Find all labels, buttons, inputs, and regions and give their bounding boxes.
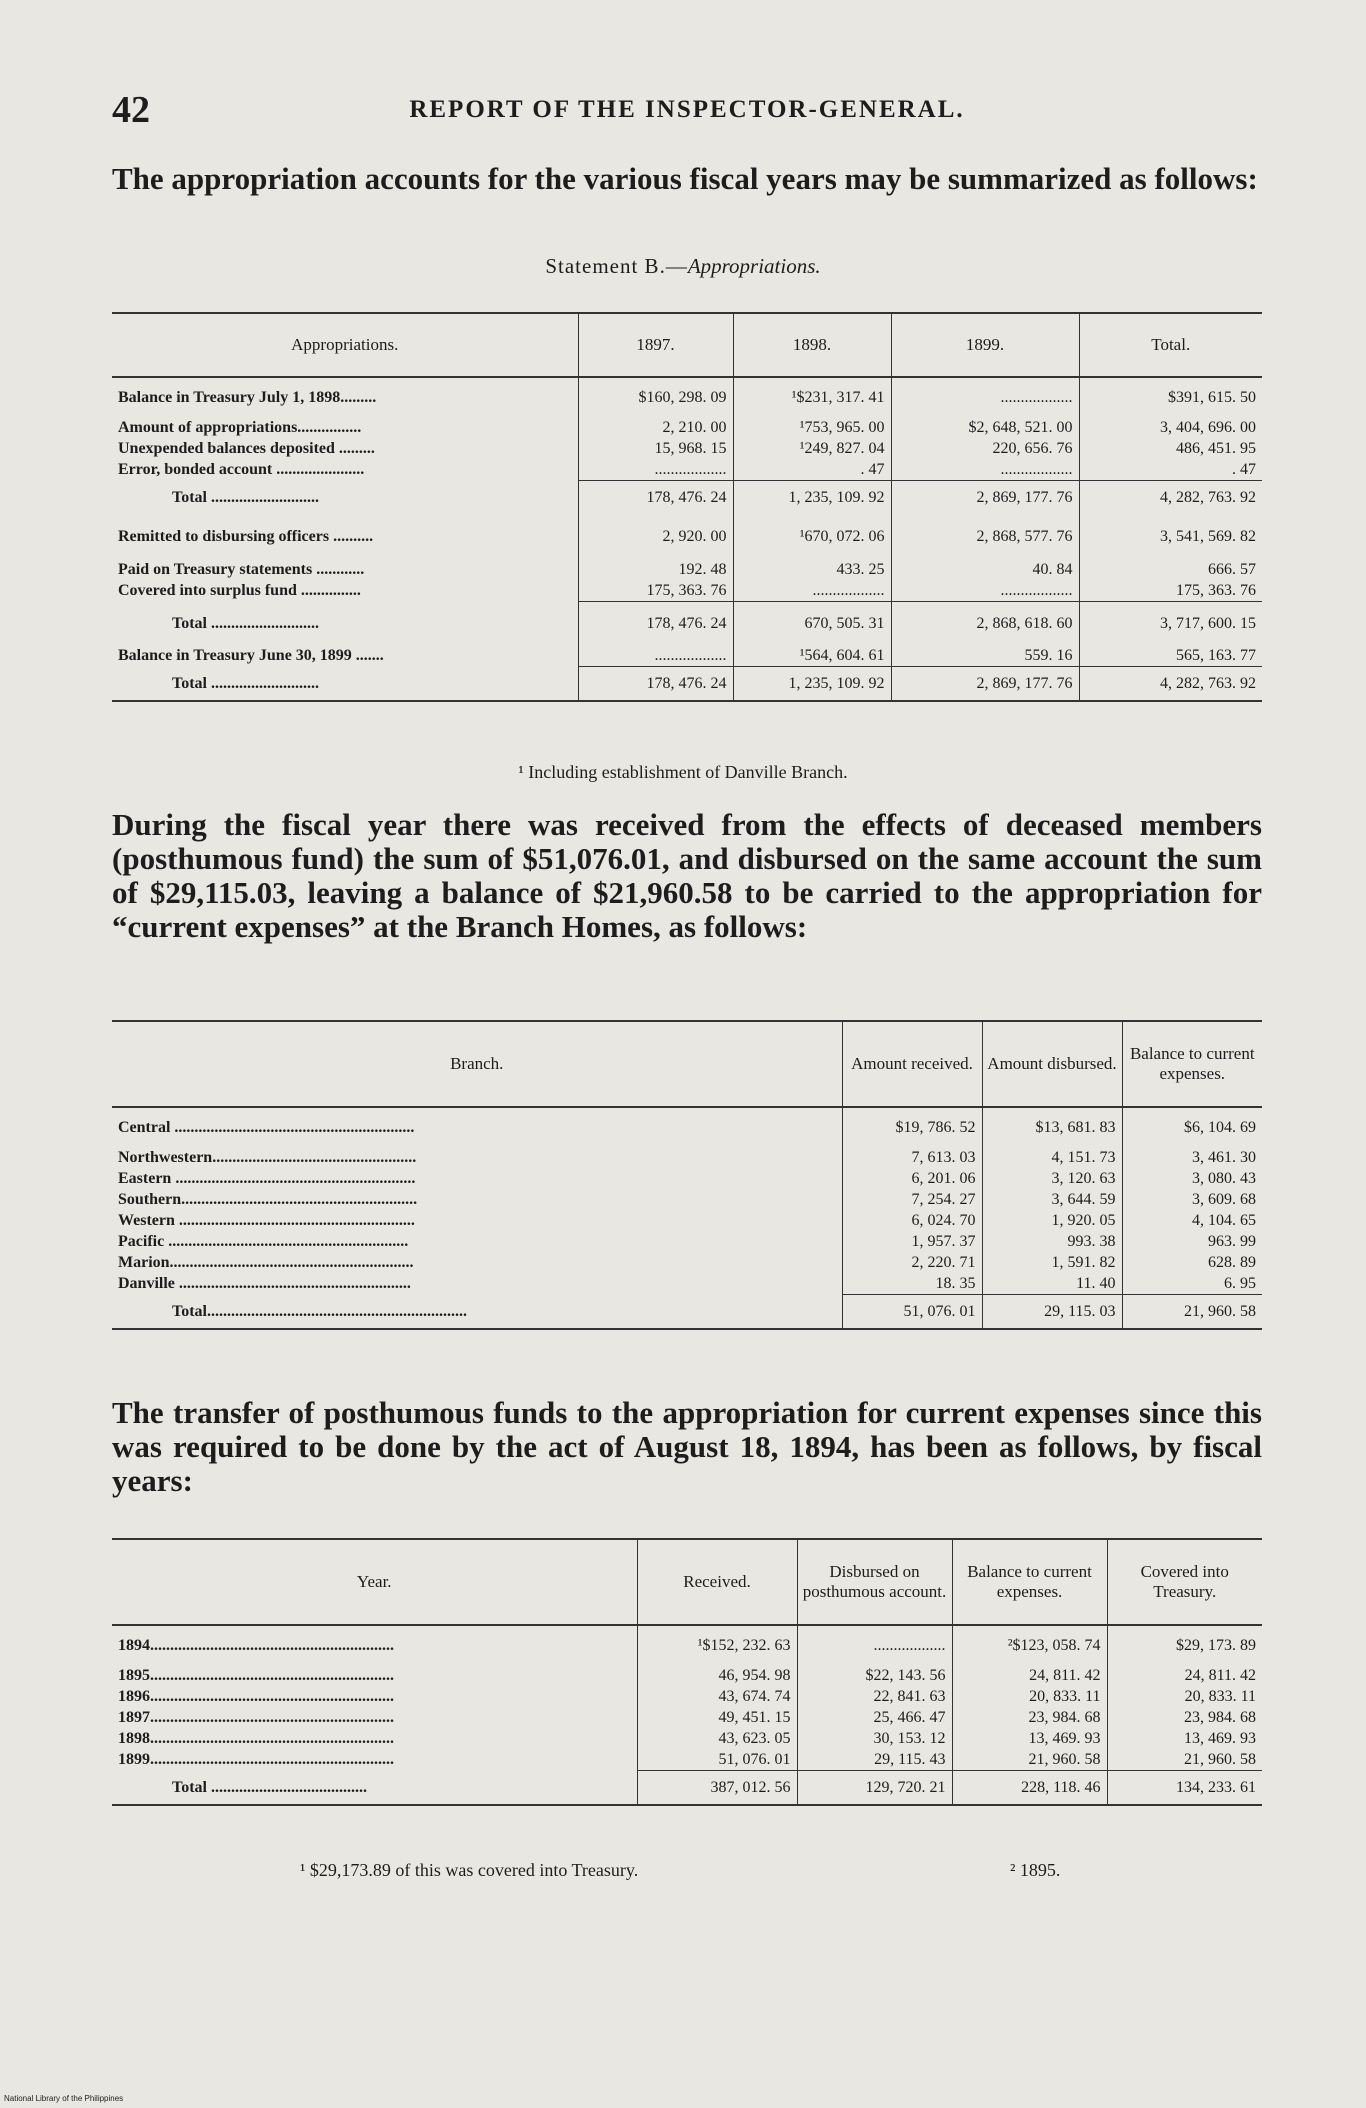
row-label: Total ........................... bbox=[172, 489, 319, 506]
row-label: 1897............................................................. bbox=[118, 1709, 394, 1726]
cell-c4: 20, 833. 11 bbox=[1107, 1686, 1262, 1707]
cell-c3: 2, 869, 177. 76 bbox=[891, 667, 1079, 701]
statement-name: Appropriations. bbox=[687, 254, 821, 278]
page-header bbox=[112, 88, 1262, 132]
cell-c3: 21, 960. 58 bbox=[1122, 1295, 1262, 1329]
cell-c3: .................. bbox=[891, 580, 1079, 602]
cell-c1: 178, 476. 24 bbox=[578, 601, 733, 645]
row-label: Marion............................................................. bbox=[118, 1254, 414, 1271]
table-row bbox=[112, 1107, 1262, 1147]
table-row bbox=[112, 1210, 1262, 1231]
cell-c4: 4, 282, 763. 92 bbox=[1079, 481, 1262, 515]
cell-c1: 178, 476. 24 bbox=[578, 667, 733, 701]
cell-c4: 175, 363. 76 bbox=[1079, 580, 1262, 602]
table-header-row bbox=[112, 1539, 1262, 1625]
cell-c2: 22, 841. 63 bbox=[797, 1686, 952, 1707]
col-header-appropriations: Appropriations. bbox=[112, 313, 578, 377]
scan-footer: National Library of the Philippines bbox=[4, 2094, 124, 2103]
row-label: Covered into surplus fund ............... bbox=[118, 581, 361, 599]
table-row bbox=[112, 1252, 1262, 1273]
table-header-row bbox=[112, 1021, 1262, 1107]
cell-c3: 220, 656. 76 bbox=[891, 438, 1079, 459]
cell-c4: . 47 bbox=[1079, 459, 1262, 481]
cell-c1: .................. bbox=[578, 459, 733, 481]
row-label: Balance in Treasury July 1, 1898......... bbox=[118, 389, 377, 406]
cell-c4: $29, 173. 89 bbox=[1107, 1625, 1262, 1665]
cell-c2: .................. bbox=[733, 580, 891, 602]
table-row bbox=[112, 1231, 1262, 1252]
cell-c1: 46, 954. 98 bbox=[637, 1665, 797, 1686]
cell-c3: 2, 868, 577. 76 bbox=[891, 515, 1079, 559]
cell-c1: 15, 968. 15 bbox=[578, 438, 733, 459]
cell-c2: ¹249, 827. 04 bbox=[733, 438, 891, 459]
cell-c3: 4, 104. 65 bbox=[1122, 1210, 1262, 1231]
row-label: Total ........................... bbox=[112, 667, 578, 701]
cell-c3: 6. 95 bbox=[1122, 1273, 1262, 1295]
col-header-disbursed: Disbursed on posthumous account. bbox=[797, 1539, 952, 1625]
table3-footnote-2: ² 1895. bbox=[1010, 1860, 1061, 1880]
cell-c3: 3, 461. 30 bbox=[1122, 1147, 1262, 1168]
cell-c3: 24, 811. 42 bbox=[952, 1665, 1107, 1686]
row-label: 1894............................................................. bbox=[118, 1637, 394, 1654]
row-label: Western ........................................................... bbox=[118, 1212, 415, 1229]
cell-c1: 2, 920. 00 bbox=[578, 515, 733, 559]
row-label: Eastern ............................................................ bbox=[118, 1170, 416, 1187]
cell-c2: ¹564, 604. 61 bbox=[733, 645, 891, 667]
row-label: Total ........................... bbox=[172, 614, 319, 632]
cell-c1: 7, 613. 03 bbox=[842, 1147, 982, 1168]
col-header-received: Received. bbox=[637, 1539, 797, 1625]
cell-c1: 1, 957. 37 bbox=[842, 1231, 982, 1252]
row-label: Northwestern................................................... bbox=[118, 1149, 417, 1166]
table-row bbox=[112, 1728, 1262, 1749]
cell-c2: $22, 143. 56 bbox=[797, 1665, 952, 1686]
cell-c3: 13, 469. 93 bbox=[952, 1728, 1107, 1749]
cell-c2: 129, 720. 21 bbox=[797, 1771, 952, 1805]
row-label: Central ............................................................ bbox=[118, 1119, 415, 1136]
cell-c4: 666. 57 bbox=[1079, 559, 1262, 580]
cell-c4: 3, 404, 696. 00 bbox=[1079, 417, 1262, 438]
table3-footnote-1: ¹ $29,173.89 of this was covered into Treasury. bbox=[300, 1860, 639, 1880]
cell-c3: 228, 118. 46 bbox=[952, 1771, 1107, 1805]
cell-c2: 993. 38 bbox=[982, 1231, 1122, 1252]
cell-c4: 4, 282, 763. 92 bbox=[1079, 667, 1262, 701]
cell-c3: .................. bbox=[891, 377, 1079, 417]
cell-c2: 670, 505. 31 bbox=[733, 601, 891, 645]
table-row bbox=[112, 559, 1262, 580]
cell-c3: $6, 104. 69 bbox=[1122, 1107, 1262, 1147]
table-row bbox=[112, 438, 1262, 459]
row-label: Southern........................................................... bbox=[118, 1191, 418, 1208]
cell-c4: 24, 811. 42 bbox=[1107, 1665, 1262, 1686]
row-label: 1896............................................................. bbox=[118, 1688, 394, 1705]
table-row bbox=[112, 459, 1262, 481]
col-header-year: Year. bbox=[112, 1539, 637, 1625]
cell-c1: 51, 076. 01 bbox=[637, 1749, 797, 1771]
col-header-balance: Balance to current expenses. bbox=[1122, 1021, 1262, 1107]
col-header-balance: Balance to current expenses. bbox=[952, 1539, 1107, 1625]
row-label: Danville .......................................................... bbox=[118, 1275, 411, 1293]
cell-c3: ²$123, 058. 74 bbox=[952, 1625, 1107, 1665]
cell-c1: 6, 201. 06 bbox=[842, 1168, 982, 1189]
col-header-covered: Covered into Treasury. bbox=[1107, 1539, 1262, 1625]
table-row bbox=[112, 515, 1262, 559]
row-label: Pacific ............................................................ bbox=[118, 1233, 409, 1250]
table-row bbox=[112, 1189, 1262, 1210]
cell-c1: 178, 476. 24 bbox=[578, 481, 733, 515]
cell-c2: 29, 115. 43 bbox=[797, 1749, 952, 1771]
total-row bbox=[112, 601, 1262, 645]
cell-c1: 6, 024. 70 bbox=[842, 1210, 982, 1231]
appropriations-table bbox=[112, 312, 1262, 702]
row-label: 1895............................................................. bbox=[118, 1667, 394, 1684]
cell-c1: .................. bbox=[578, 645, 733, 667]
cell-c2: 29, 115. 03 bbox=[982, 1295, 1122, 1329]
table-row bbox=[112, 1686, 1262, 1707]
cell-c1: 387, 012. 56 bbox=[637, 1771, 797, 1805]
cell-c1: 192. 48 bbox=[578, 559, 733, 580]
row-label: Error, bonded account ...................... bbox=[118, 461, 365, 479]
cell-c1: 18. 35 bbox=[842, 1273, 982, 1295]
cell-c2: 30, 153. 12 bbox=[797, 1728, 952, 1749]
cell-c2: $13, 681. 83 bbox=[982, 1107, 1122, 1147]
cell-c1: ¹$152, 232. 63 bbox=[637, 1625, 797, 1665]
page-number: 42 bbox=[112, 89, 150, 131]
cell-c1: 2, 210. 00 bbox=[578, 417, 733, 438]
cell-c3: 21, 960. 58 bbox=[952, 1749, 1107, 1771]
posthumous-fund-paragraph: During the fiscal year there was received from the effects of deceased members (posthumous fund) the sum of $51,076.01, and disbursed on the same account the sum of $29,115.03, leaving a balance of $21,960.58 to be carried to the appropriation for “current expenses” at the Branch Homes, as follows: bbox=[112, 807, 1262, 944]
cell-c1: $160, 298. 09 bbox=[578, 377, 733, 417]
cell-c2: 11. 40 bbox=[982, 1273, 1122, 1295]
total-row bbox=[112, 481, 1262, 515]
intro-paragraph: The appropriation accounts for the various fiscal years may be summarized as follows: bbox=[112, 161, 1258, 196]
row-label: Total................................................................. bbox=[112, 1295, 842, 1329]
cell-c3: 3, 080. 43 bbox=[1122, 1168, 1262, 1189]
row-label: Balance in Treasury June 30, 1899 ....... bbox=[118, 647, 384, 665]
table-row bbox=[112, 1168, 1262, 1189]
cell-c1: 7, 254. 27 bbox=[842, 1189, 982, 1210]
table-row bbox=[112, 1707, 1262, 1728]
cell-c3: $2, 648, 521. 00 bbox=[891, 417, 1079, 438]
cell-c2: ¹753, 965. 00 bbox=[733, 417, 891, 438]
row-label: Amount of appropriations................ bbox=[118, 419, 362, 436]
cell-c4: 21, 960. 58 bbox=[1107, 1749, 1262, 1771]
posthumous-years-table bbox=[112, 1538, 1262, 1806]
cell-c4: 13, 469. 93 bbox=[1107, 1728, 1262, 1749]
transfer-paragraph: The transfer of posthumous funds to the appropriation for current expenses since this was required to be done by the act of August 18, 1894, has been as follows, by fiscal years: bbox=[112, 1395, 1262, 1498]
cell-c4: 486, 451. 95 bbox=[1079, 438, 1262, 459]
cell-c2: 433. 25 bbox=[733, 559, 891, 580]
col-header-amount-received: Amount received. bbox=[842, 1021, 982, 1107]
cell-c1: 43, 674. 74 bbox=[637, 1686, 797, 1707]
branch-table bbox=[112, 1020, 1262, 1330]
cell-c3: .................. bbox=[891, 459, 1079, 481]
cell-c4: 565, 163. 77 bbox=[1079, 645, 1262, 667]
cell-c2: 1, 920. 05 bbox=[982, 1210, 1122, 1231]
col-header-branch: Branch. bbox=[112, 1021, 842, 1107]
cell-c2: ¹$231, 317. 41 bbox=[733, 377, 891, 417]
table-row bbox=[112, 580, 1262, 602]
cell-c3: 3, 609. 68 bbox=[1122, 1189, 1262, 1210]
cell-c1: 49, 451. 15 bbox=[637, 1707, 797, 1728]
table1-footnote: ¹ Including establishment of Danville Branch. bbox=[518, 762, 848, 782]
table-row bbox=[112, 377, 1262, 417]
table-row bbox=[112, 645, 1262, 667]
table-row bbox=[112, 1147, 1262, 1168]
cell-c3: 559. 16 bbox=[891, 645, 1079, 667]
total-row bbox=[112, 1295, 1262, 1329]
table-row bbox=[112, 1665, 1262, 1686]
cell-c2: 3, 644. 59 bbox=[982, 1189, 1122, 1210]
row-label: 1899............................................................. bbox=[118, 1751, 394, 1769]
row-label: 1898............................................................. bbox=[118, 1730, 394, 1747]
cell-c2: 3, 120. 63 bbox=[982, 1168, 1122, 1189]
cell-c3: 23, 984. 68 bbox=[952, 1707, 1107, 1728]
col-header-1899: 1899. bbox=[891, 313, 1079, 377]
col-header-total: Total. bbox=[1079, 313, 1262, 377]
row-label: Total ....................................... bbox=[112, 1771, 637, 1805]
cell-c3: 963. 99 bbox=[1122, 1231, 1262, 1252]
cell-c1: 175, 363. 76 bbox=[578, 580, 733, 602]
running-title: REPORT OF THE INSPECTOR-GENERAL. bbox=[409, 96, 965, 123]
cell-c4: 134, 233. 61 bbox=[1107, 1771, 1262, 1805]
cell-c1: 51, 076. 01 bbox=[842, 1295, 982, 1329]
cell-c3: 2, 869, 177. 76 bbox=[891, 481, 1079, 515]
cell-c1: $19, 786. 52 bbox=[842, 1107, 982, 1147]
cell-c4: 3, 541, 569. 82 bbox=[1079, 515, 1262, 559]
table-header-row bbox=[112, 313, 1262, 377]
row-label: Unexpended balances deposited ......... bbox=[118, 440, 375, 457]
cell-c2: .................. bbox=[797, 1625, 952, 1665]
cell-c3: 20, 833. 11 bbox=[952, 1686, 1107, 1707]
cell-c4: 23, 984. 68 bbox=[1107, 1707, 1262, 1728]
cell-c3: 2, 868, 618. 60 bbox=[891, 601, 1079, 645]
table-row bbox=[112, 1273, 1262, 1295]
cell-c4: $391, 615. 50 bbox=[1079, 377, 1262, 417]
col-header-amount-disbursed: Amount disbursed. bbox=[982, 1021, 1122, 1107]
table-row bbox=[112, 1749, 1262, 1771]
row-label: Remitted to disbursing officers .......... bbox=[118, 528, 374, 545]
cell-c3: 628. 89 bbox=[1122, 1252, 1262, 1273]
statement-prefix: Statement B.— bbox=[545, 254, 688, 278]
cell-c2: 25, 466. 47 bbox=[797, 1707, 952, 1728]
col-header-1897: 1897. bbox=[578, 313, 733, 377]
total-row bbox=[112, 667, 1262, 701]
total-row bbox=[112, 1771, 1262, 1805]
table-row bbox=[112, 1625, 1262, 1665]
cell-c2: 4, 151. 73 bbox=[982, 1147, 1122, 1168]
cell-c2: 1, 235, 109. 92 bbox=[733, 481, 891, 515]
cell-c2: 1, 235, 109. 92 bbox=[733, 667, 891, 701]
col-header-1898: 1898. bbox=[733, 313, 891, 377]
table-row bbox=[112, 417, 1262, 438]
cell-c2: ¹670, 072. 06 bbox=[733, 515, 891, 559]
cell-c3: 40. 84 bbox=[891, 559, 1079, 580]
cell-c2: . 47 bbox=[733, 459, 891, 481]
cell-c4: 3, 717, 600. 15 bbox=[1079, 601, 1262, 645]
cell-c1: 43, 623. 05 bbox=[637, 1728, 797, 1749]
row-label: Paid on Treasury statements ............ bbox=[118, 560, 365, 578]
statement-title bbox=[0, 254, 1366, 279]
cell-c2: 1, 591. 82 bbox=[982, 1252, 1122, 1273]
cell-c1: 2, 220. 71 bbox=[842, 1252, 982, 1273]
